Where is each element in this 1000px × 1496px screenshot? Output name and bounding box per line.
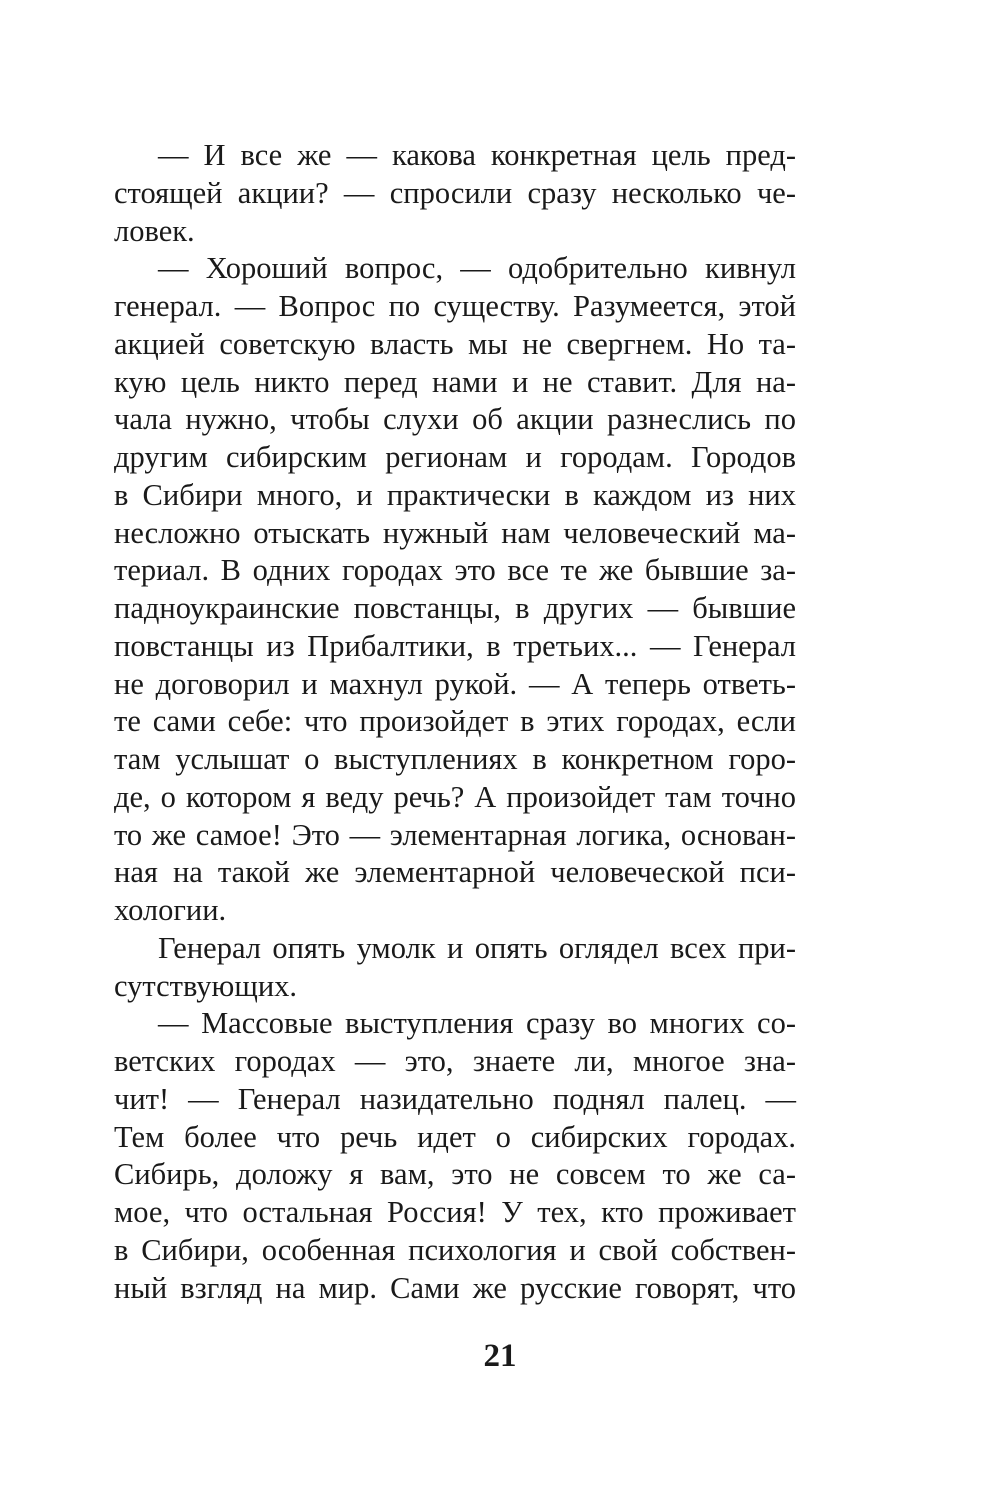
- text-line: хологии.: [114, 893, 227, 927]
- text-line: ный взгляд на мир. Сами же русские говорят, что: [114, 1270, 796, 1305]
- text-line: де, о котором я веду речь? А произойдет там точно: [114, 779, 796, 814]
- text-line: другим сибирским регионам и городам. Городов: [114, 440, 796, 474]
- text-line: то же самое! Это — элементарная логика, основан-: [114, 817, 796, 852]
- text-line: — Массовые выступления сразу во многих со-: [158, 1006, 796, 1041]
- text-line: — Хороший вопрос, — одобрительно кивнул: [158, 251, 796, 286]
- text-line: ловек.: [114, 213, 195, 248]
- text-line: в Сибири, особенная психология и свой собствен-: [114, 1232, 796, 1267]
- text-line: кую цель никто перед нами и не ставит. Для на-: [114, 364, 796, 399]
- text-line: Тем более что речь идет о сибирских городах.: [114, 1119, 796, 1154]
- text-line: стоящей акции? — спросили сразу несколько че-: [114, 175, 796, 210]
- text-line: падноукраинские повстанцы, в других — бывшие: [114, 591, 796, 625]
- body-text: [114, 137, 796, 1307]
- text-line: генерал. — Вопрос по существу. Разумеется, этой: [114, 289, 796, 323]
- text-line: чит! — Генерал назидательно поднял палец. —: [114, 1081, 796, 1116]
- text-line: ная на такой же элементарной человеческой пси-: [114, 855, 796, 890]
- text-line: териал. В одних городах это все те же бывшие за-: [114, 553, 796, 588]
- text-line: — И все же — какова конкретная цель пред-: [158, 138, 796, 172]
- text-line: Генерал опять умолк и опять оглядел всех при-: [158, 930, 796, 965]
- text-line: мое, что остальная Россия! У тех, кто проживает: [114, 1195, 796, 1229]
- text-line: чала нужно, чтобы слухи об акции разнеслись по: [114, 402, 796, 437]
- text-line: несложно отыскать нужный нам человеческий ма-: [114, 515, 796, 550]
- text-line: ветских городах — это, знаете ли, многое зна-: [114, 1044, 796, 1078]
- text-line: те сами себе: что произойдет в этих городах, если: [114, 704, 796, 739]
- text-line: сутствующих.: [114, 968, 298, 1003]
- text-line: не договорил и махнул рукой. — А теперь ответь-: [114, 666, 796, 701]
- page-number: 21: [483, 1338, 517, 1374]
- text-line: там услышат о выступлениях в конкретном горо-: [114, 742, 796, 776]
- text-line: Сибирь, доложу я вам, это не совсем то же са-: [114, 1157, 796, 1192]
- text-line: повстанцы из Прибалтики, в третьих... — Генерал: [114, 628, 796, 663]
- text-line: в Сибири много, и практически в каждом из них: [114, 477, 796, 512]
- text-line: акцией советскую власть мы не свергнем. Но та-: [114, 326, 796, 361]
